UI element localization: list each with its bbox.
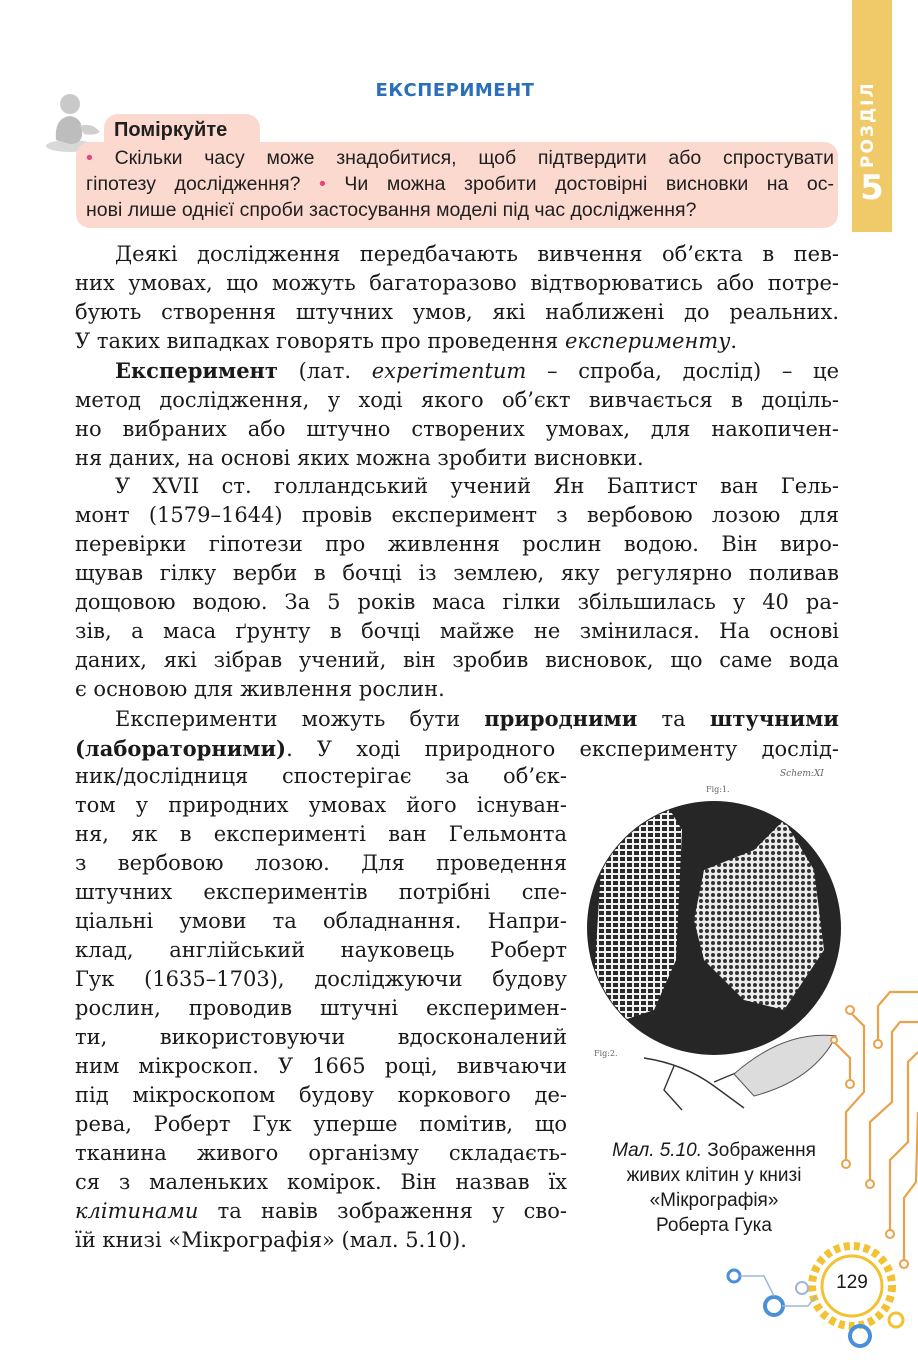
- figure-reference: Мал. 5.10.: [612, 1140, 703, 1161]
- think-box-title: Поміркуйте: [114, 119, 228, 141]
- paragraph-4-column: ник/дослідниця спостерігає за об’єк- том у природних умовах його існуван- ня, як в експерименті ван Гельмонта з вербовою лозою. Для проведення штучних експериментів потрібні спе- ціальні умови та обладнання. Напри- клад, англійський науковець Роберт Гук (1635–1703), досліджуючи будову рослин, проводив штучні експеримен- ти, використовуючи вдосконалений ним мікроскоп. У 1665 році, вивчаючи під мікроскопом будову коркового де- рева, Роберт Гук уперше помітив, що тканина живого організму складаєть- ся з маленьких комірок. Він назвав їх клітинами та навів зображення у сво- їй книзі «Мікрографія» (мал. 5.10).: [75, 764, 567, 1252]
- section-tab-number: 5: [860, 168, 884, 208]
- gears-decoration: [712, 1236, 918, 1360]
- fig2-label: Fig:2.: [594, 1049, 618, 1058]
- paragraph-2: Експеримент (лат. experimentum – спроба, дослід) – це метод дослідження, у ході якого об’єкт вивчається в доціль- но вибраних або штучно створених умовах, для накопичен- ня даних, на основі яких можна зробити висновки.: [75, 358, 839, 470]
- paragraph-4: Експерименти можуть бути природними та штучними (лабораторними). У ході природного експерименту дослід-: [75, 706, 839, 761]
- term-experiment: Експеримент: [115, 358, 278, 383]
- paragraph-3: У XVII ст. голландський учений Ян Баптист ван Гель- монт (1579–1644) провів експеримент з вербовою лозою для перевірки гіпотези про живлення рослин водою. Він виро- щував гілку верби в бочці із землею, яку регулярно поливав дощовою водою. За 5 років маса гілки збільшилась у 40 ра- зів, а маса ґрунту в бочці майже не змінилася. На основі даних, які зібрав учений, він зробив висновок, що саме вода є основою для живлення рослин.: [75, 474, 839, 701]
- page-number: 129: [836, 1272, 868, 1293]
- section-tab-word: РОЗДІЛ: [858, 81, 878, 168]
- figure-caption: Мал. 5.10. Зображення живих клітин у книзі «Мікрографія» Роберта Гука: [612, 1140, 816, 1236]
- micrographia-illustration: [584, 760, 846, 1128]
- bullet-icon: •: [86, 147, 93, 169]
- paragraph-1: Деякі дослідження передбачають вивчення об’єкта в пев- них умовах, що можуть багаторазово відтворюватись або потре- бують створення штучних умов, які наближені до реальних. У таких випадках говорять про проведення експерименту.: [75, 242, 839, 353]
- think-box-text: • Скільки часу може знадобитися, щоб підтвердити або спростувати гіпотезу дослідження? • Чи можна зробити достовірні висновки на ос- нові лише однієї спроби застосування моделі під час дослідження?: [86, 147, 835, 221]
- fig1-label: Fig:1.: [706, 785, 730, 794]
- schem-label: Schem:XI: [780, 769, 824, 779]
- bullet-icon: •: [319, 173, 326, 195]
- section-heading: ЕКСПЕРИМЕНТ: [375, 80, 535, 101]
